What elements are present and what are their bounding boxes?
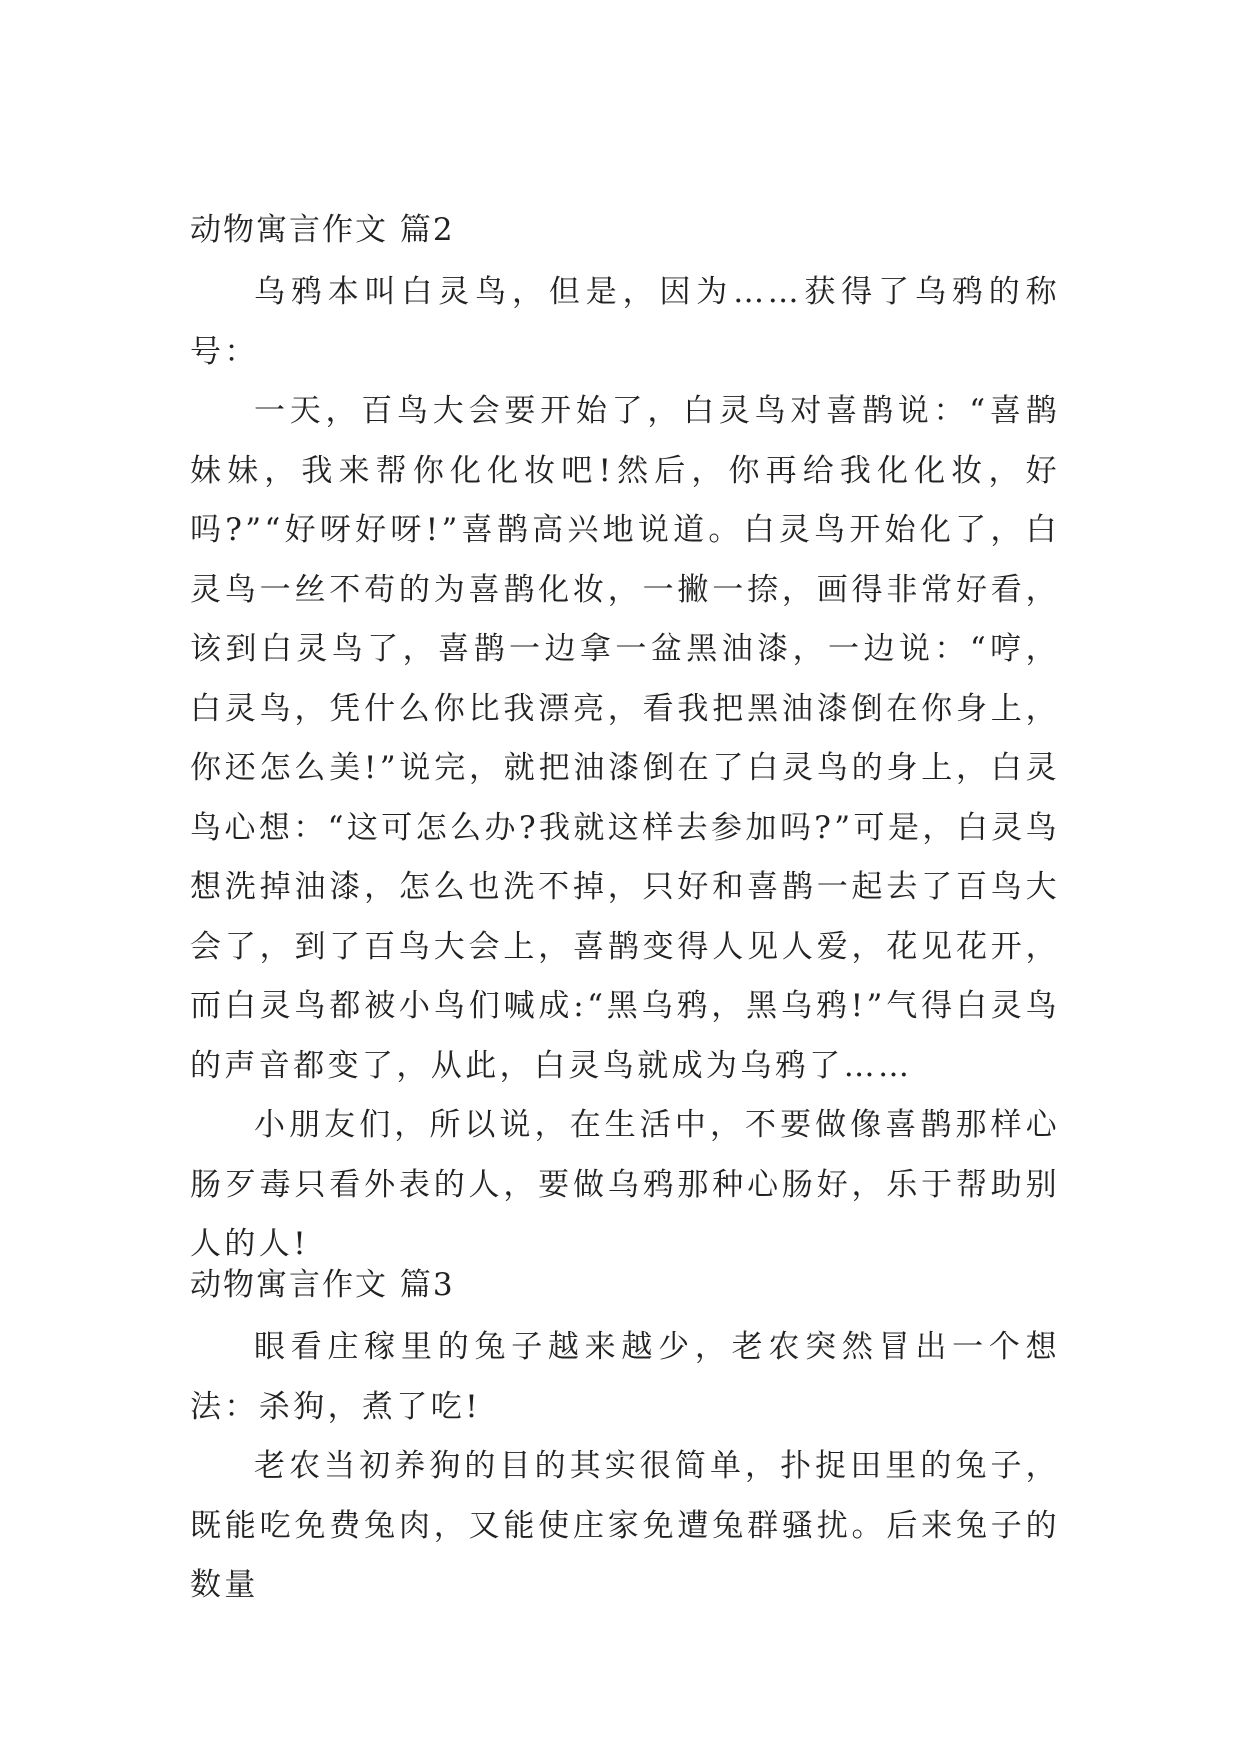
section-heading: 动物寓言作文 篇2 — [190, 212, 455, 248]
paragraph: 一天，百鸟大会要开始了，白灵鸟对喜鹊说：“喜鹊妹妹，我来帮你化化妆吧!然后，你再给我化化妆，好吗?”“好呀好呀!”喜鹊高兴地说道。白灵鸟开始化了，白灵鸟一丝不苟的为喜鹊化妆，一撇一捺，画得非常好看，该到白灵鸟了，喜鹊一边拿一盆黑油漆，一边说：“哼，白灵鸟，凭什么你比我漂亮，看我把黑油漆倒在你身上，你还怎么美!”说完，就把油漆倒在了白灵鸟的身上，白灵鸟心想：“这可怎么办?我就这样去参加吗?”可是，白灵鸟想洗掉油漆，怎么也洗不掉，只好和喜鹊一起去了百鸟大会了，到了百鸟大会上，喜鹊变得人见人爱，花见花开，而白灵鸟都被小鸟们喊成:“黑乌鸦，黑乌鸦!”气得白灵鸟的声音都变了，从此，白灵鸟就成为乌鸦了…… — [190, 393, 1060, 1084]
section-heading: 动物寓言作文 篇3 — [190, 1267, 455, 1303]
paragraph: 乌鸦本叫白灵鸟，但是，因为……获得了乌鸦的称号： — [190, 274, 1060, 370]
essay-section-2 — [190, 210, 1060, 1275]
paragraph: 小朋友们，所以说，在生活中，不要做像喜鹊那样心肠歹毒只看外表的人，要做乌鸦那种心肠好，乐于帮助别人的人! — [190, 1107, 1060, 1262]
essay-section-3 — [190, 1265, 1060, 1616]
paragraph: 眼看庄稼里的兔子越来越少，老农突然冒出一个想法：杀狗，煮了吃! — [190, 1329, 1060, 1425]
paragraph: 老农当初养狗的目的其实很简单，扑捉田里的兔子，既能吃免费兔肉，又能使庄家免遭兔群骚扰。后来兔子的数量 — [190, 1448, 1060, 1603]
